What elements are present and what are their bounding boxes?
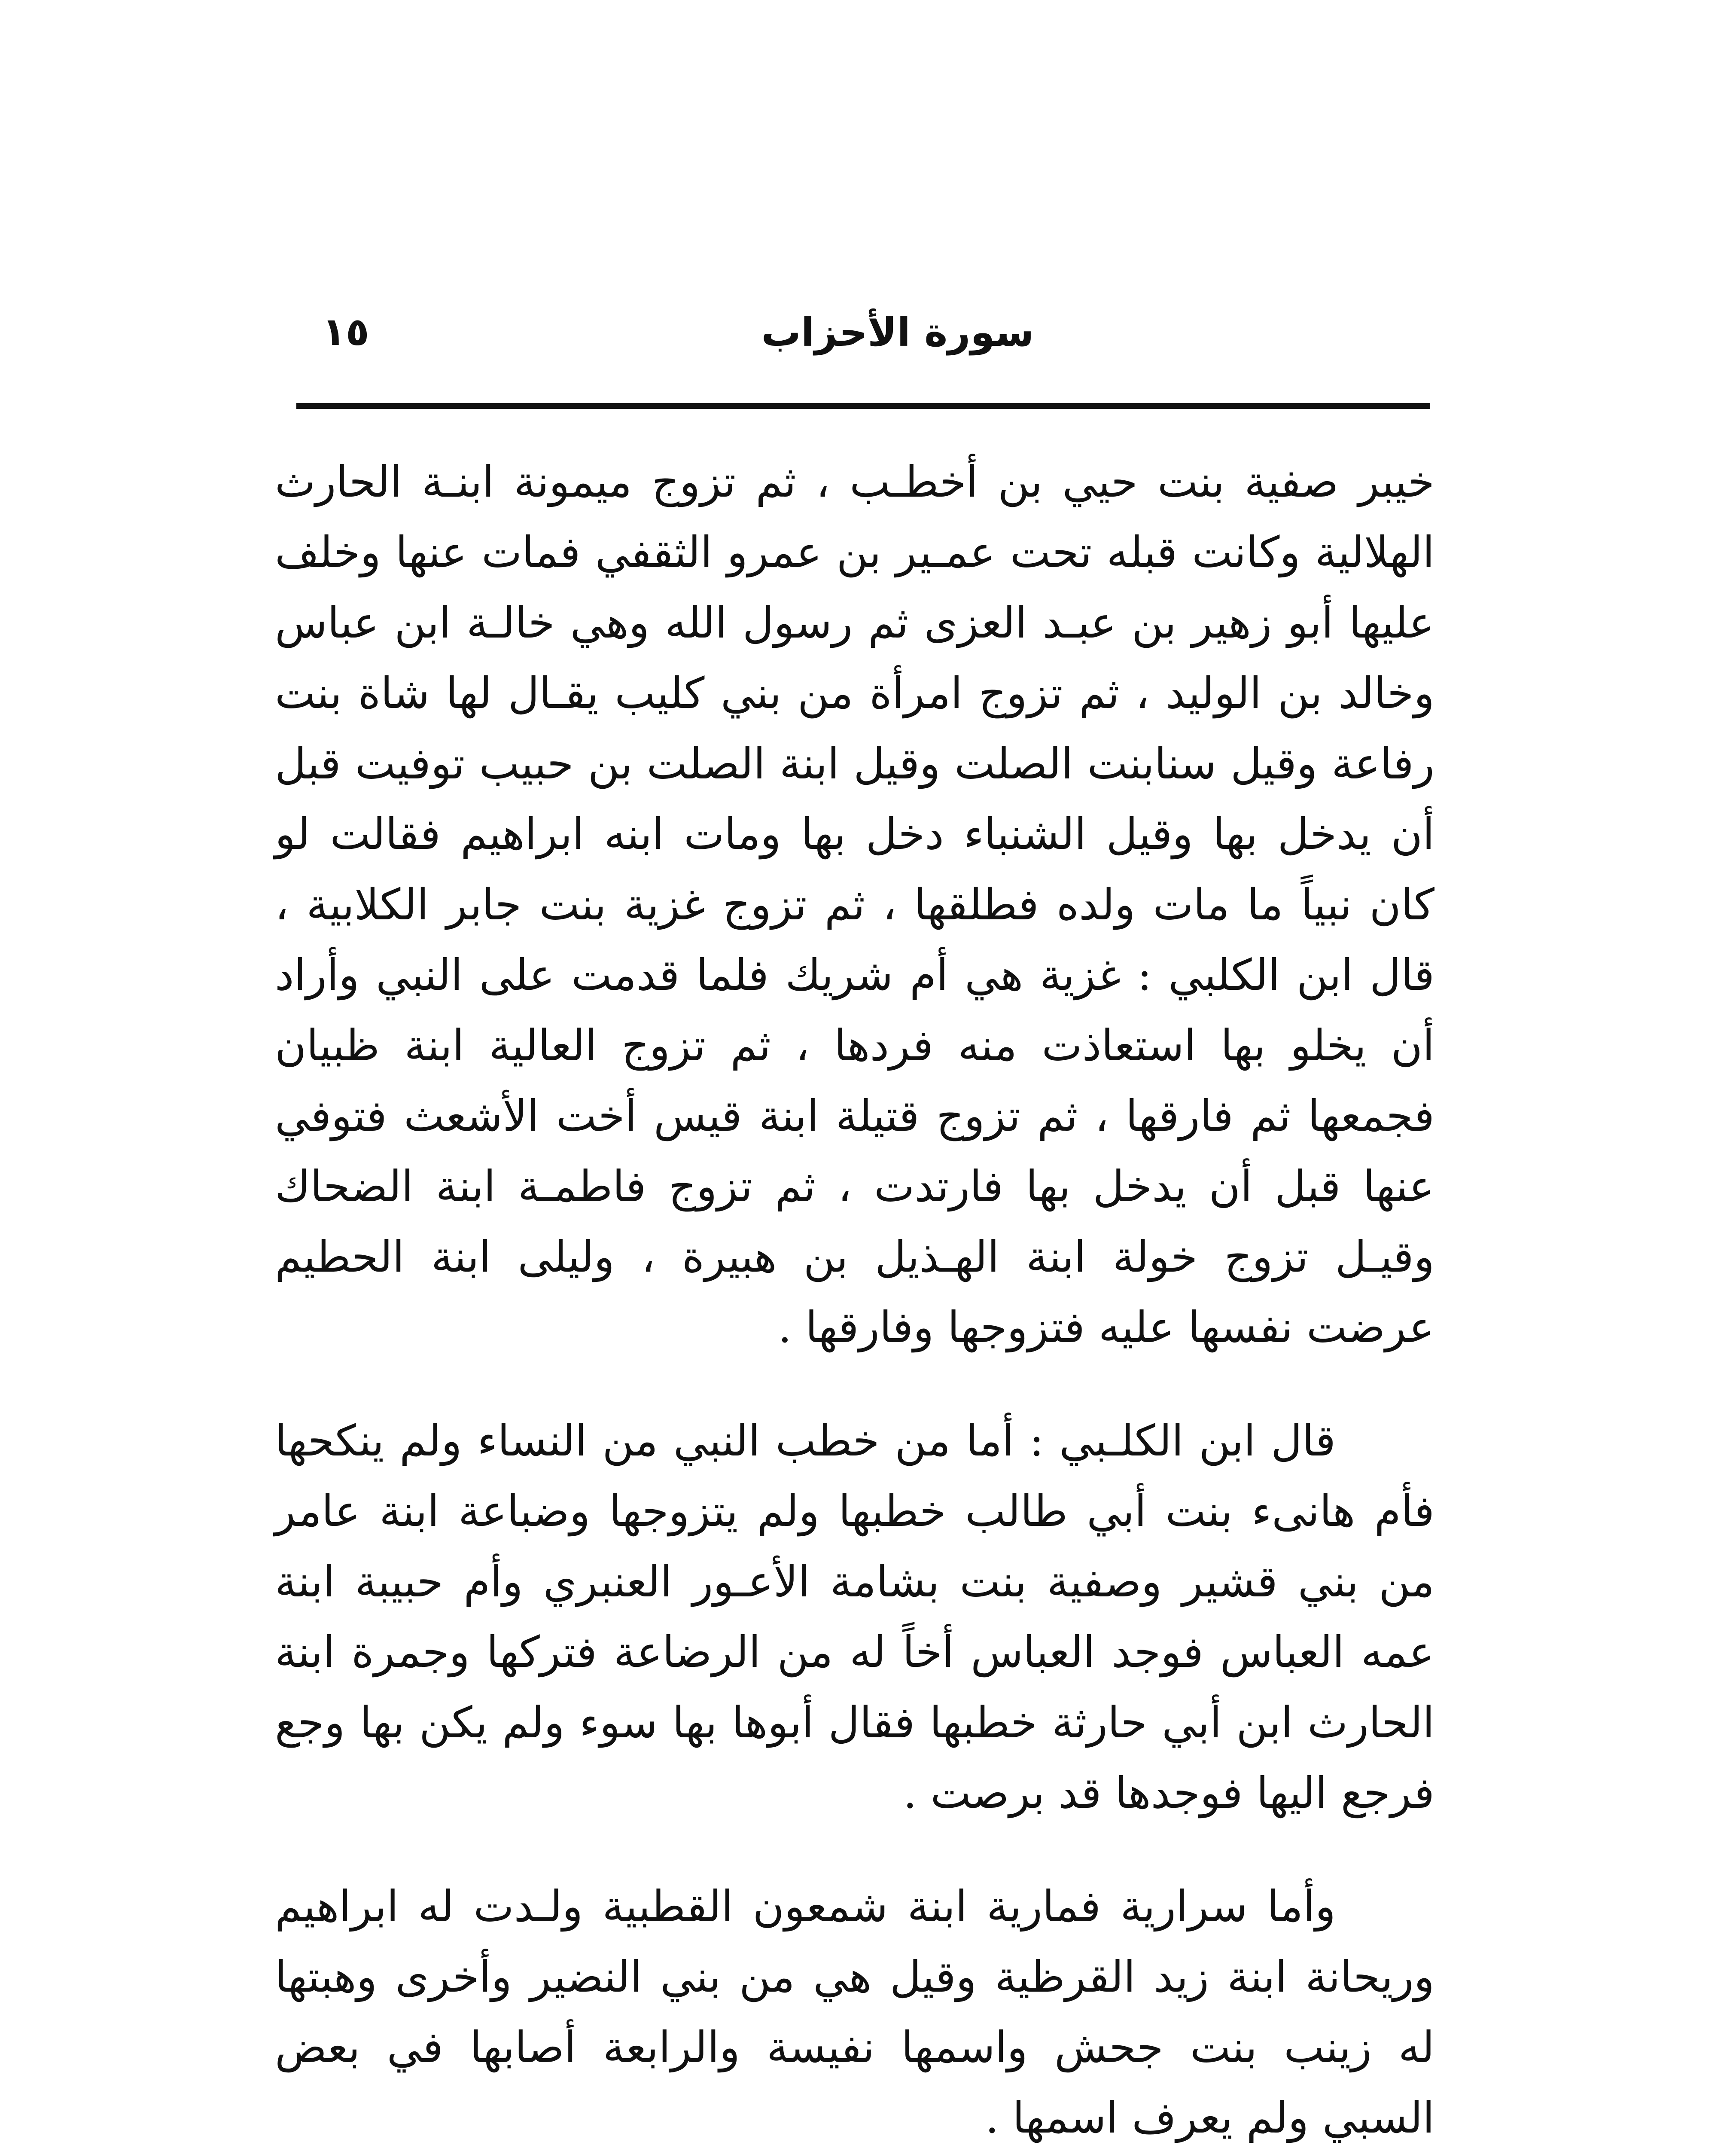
body-text — [275, 447, 1434, 2148]
paragraph-gap — [275, 1828, 1434, 1871]
paragraph-1: خيبر صفية بنت حيي بن أخطـب ، ثم تزوج ميمونة ابنـة الحارث الهلالية وكانت قبله تحت عمـير بن عمرو الثقفي فمات عنها وخلف عليها أبو زهير بن عبـد العزى ثم رسول الله وهي خالـة ابن عباس وخالد بن الوليد ، ثم تزوج امرأة من بني كليب يقـال لها شاة بنت رفاعة وقيل سنابنت الصلت وقيل ابنة الصلت بن حبيب توفيت قبل أن يدخل بها وقيل الشنباء دخل بها ومات ابنه ابراهيم فقالت لو كان نبياً ما مات ولده فطلقها ، ثم تزوج غزية بنت جابر الكلابية ، قال ابن الكلبي : غزية هي أم شريك فلما قدمت على النبي وأراد أن يخلو بها استعاذت منه فردها ، ثم تزوج العالية ابنة ظبيان فجمعها ثم فارقها ، ثم تزوج قتيلة ابنة قيس أخت الأشعث فتوفي عنها قبل أن يدخل بها فارتدت ، ثم تزوج فاطمـة ابنة الضحاك وقيـل تزوج خولة ابنة الهـذيل بن هبيرة ، وليلى ابنة الحطيم عرضت نفسها عليه فتزوجها وفارقها . — [275, 457, 1435, 1352]
header-rule — [296, 403, 1430, 409]
page-number: ١٥ — [322, 309, 369, 354]
paragraph-gap — [275, 1363, 1434, 1406]
paragraph-3: وأما سرارية فمارية ابنة شمعون القطبية ولـدت له ابراهيم وريحانة ابنة زيد القرظية وقيل هي من بني النضير وأخرى وهبتها له زينب بنت جحش واسمها نفيسة والرابعة أصابها في بعض السبي ولم يعرف اسمها . — [275, 1881, 1434, 2143]
page-header — [296, 301, 1430, 369]
running-title: سورة الأحزاب — [761, 309, 1034, 355]
paragraph-2: قال ابن الكلـبي : أما من خطب النبي من النساء ولم ينكحها فأم هانىء بنت أبي طالب خطبها ولم يتزوجها وضباعة ابنة عامر من بني قشير وصفية بنت بشامة الأعـور العنبري وأم حبيبة ابنة عمه العباس فوجد العباس أخاً له من الرضاعة فتركها وجمرة ابنة الحارث ابن أبي حارثة خطبها فقال أبوها بها سوء ولم يكن بها وجع فرجع اليها فوجدها قد برصت . — [275, 1416, 1434, 1818]
